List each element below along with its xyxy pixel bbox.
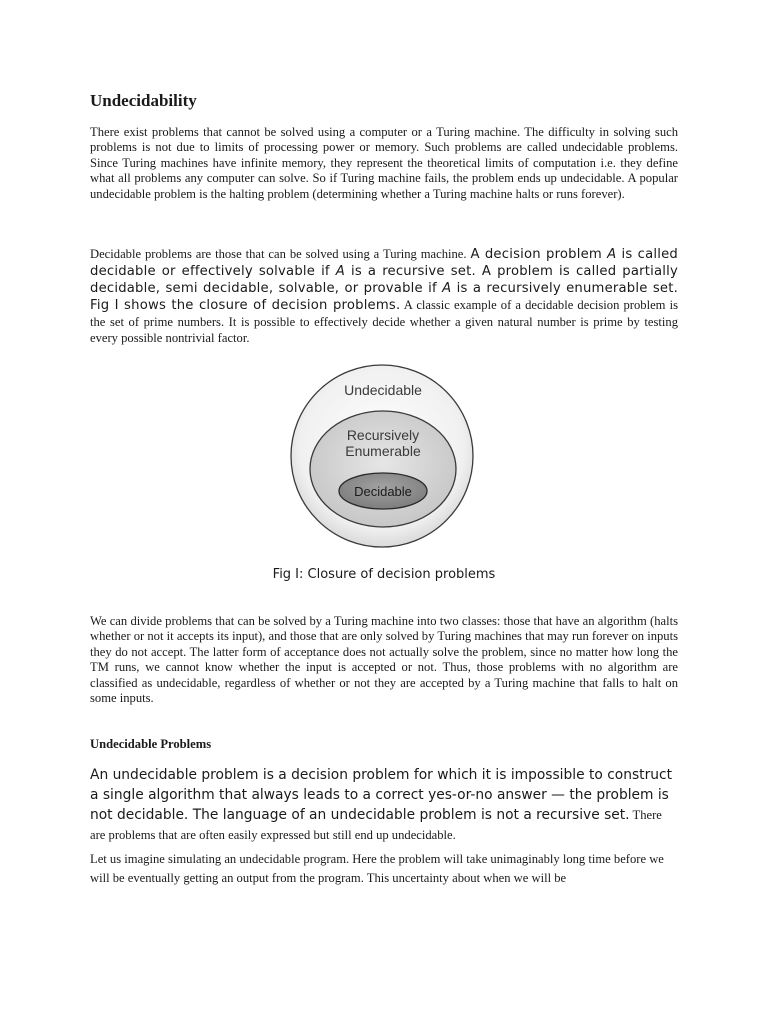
section-heading-undecidable-problems: Undecidable Problems (90, 737, 212, 751)
paragraph-two-classes: We can divide problems that can be solved by a Turing machine into two classes: those that have an algorithm (halts whether or not it accepts its input), and those that are only solved by Turing machines that may run forever on inputs they do not accept. The latter form of acceptance does not actually solve the problem, since no matter how long the TM runs, we cannot know whether the input is accepted or not. Thus, those problems with no algorithm are classified as undecidable, regardless of whether or not they are accepted by a Turing machine that falls to halt on some inputs. (90, 614, 678, 706)
paragraph-decidable (90, 246, 678, 346)
set-symbol-a: A (442, 281, 452, 296)
recursively-enumerable-label-line2: Enumerable (345, 443, 421, 459)
paragraph-decidable-sentence-1: Decidable problems are those that can be solved using a Turing machine. (90, 247, 471, 261)
recursively-enumerable-label-line1: Recursively (346, 427, 420, 443)
paragraph-simulation: Let us imagine simulating an undecidable program. Here the problem will take unimaginably long time before we will be eventually getting an output from the program. This uncertainty about when we will be (90, 852, 664, 885)
undecidable-definition-note: There are problems that are often easily expressed but still end up undecidable. (90, 808, 662, 842)
definition-part-2: is called decidable or effectively solvable if (90, 247, 679, 279)
set-symbol-a: A (607, 247, 617, 262)
undecidable-label: Undecidable (344, 382, 422, 398)
paragraph-undecidable-definition (90, 765, 678, 845)
nested-sets-svg (289, 363, 475, 549)
figure-caption: Fig I: Closure of decision problems (272, 567, 496, 582)
definition-part-1: A decision problem (470, 247, 608, 262)
definition-part-4: is a recursively enumerable set. Fig I shows the closure of decision problems. (90, 281, 678, 313)
definition-part-3: is a recursive set. A problem is called partially decidable, semi decidable, solvable, or provable if (90, 264, 679, 296)
page-title: Undecidability (90, 91, 197, 110)
set-symbol-a: A (335, 264, 346, 279)
paragraph-decidable-example: A classic example of a decidable decision problem is the set of prime numbers. It is possible to effectively decide whether a given natural number is prime by testing every possible nontrivial factor. (90, 298, 678, 345)
undecidable-definition-text: An undecidable problem is a decision problem for which it is impossible to construct a single algorithm that always leads to a correct yes-or-no answer — the problem is not decidable. The language of an undecidable problem is not a recursive set. (90, 767, 672, 823)
paragraph-intro: There exist problems that cannot be solved using a computer or a Turing machine. The difficulty in solving such problems is not due to limits of processing power or memory. Such problems are called undecidable problems. Since Turing machines have infinite memory, they represent the theoretical limits of computation i.e. they define what all problems any computer can solve. So if Turing machine fails, the problem ends up undecidable. A popular undecidable problem is the halting problem (determining whether a Turing machine halts or runs forever). (90, 125, 678, 201)
decidable-label: Decidable (354, 484, 412, 499)
decision-problems-diagram (289, 363, 475, 549)
